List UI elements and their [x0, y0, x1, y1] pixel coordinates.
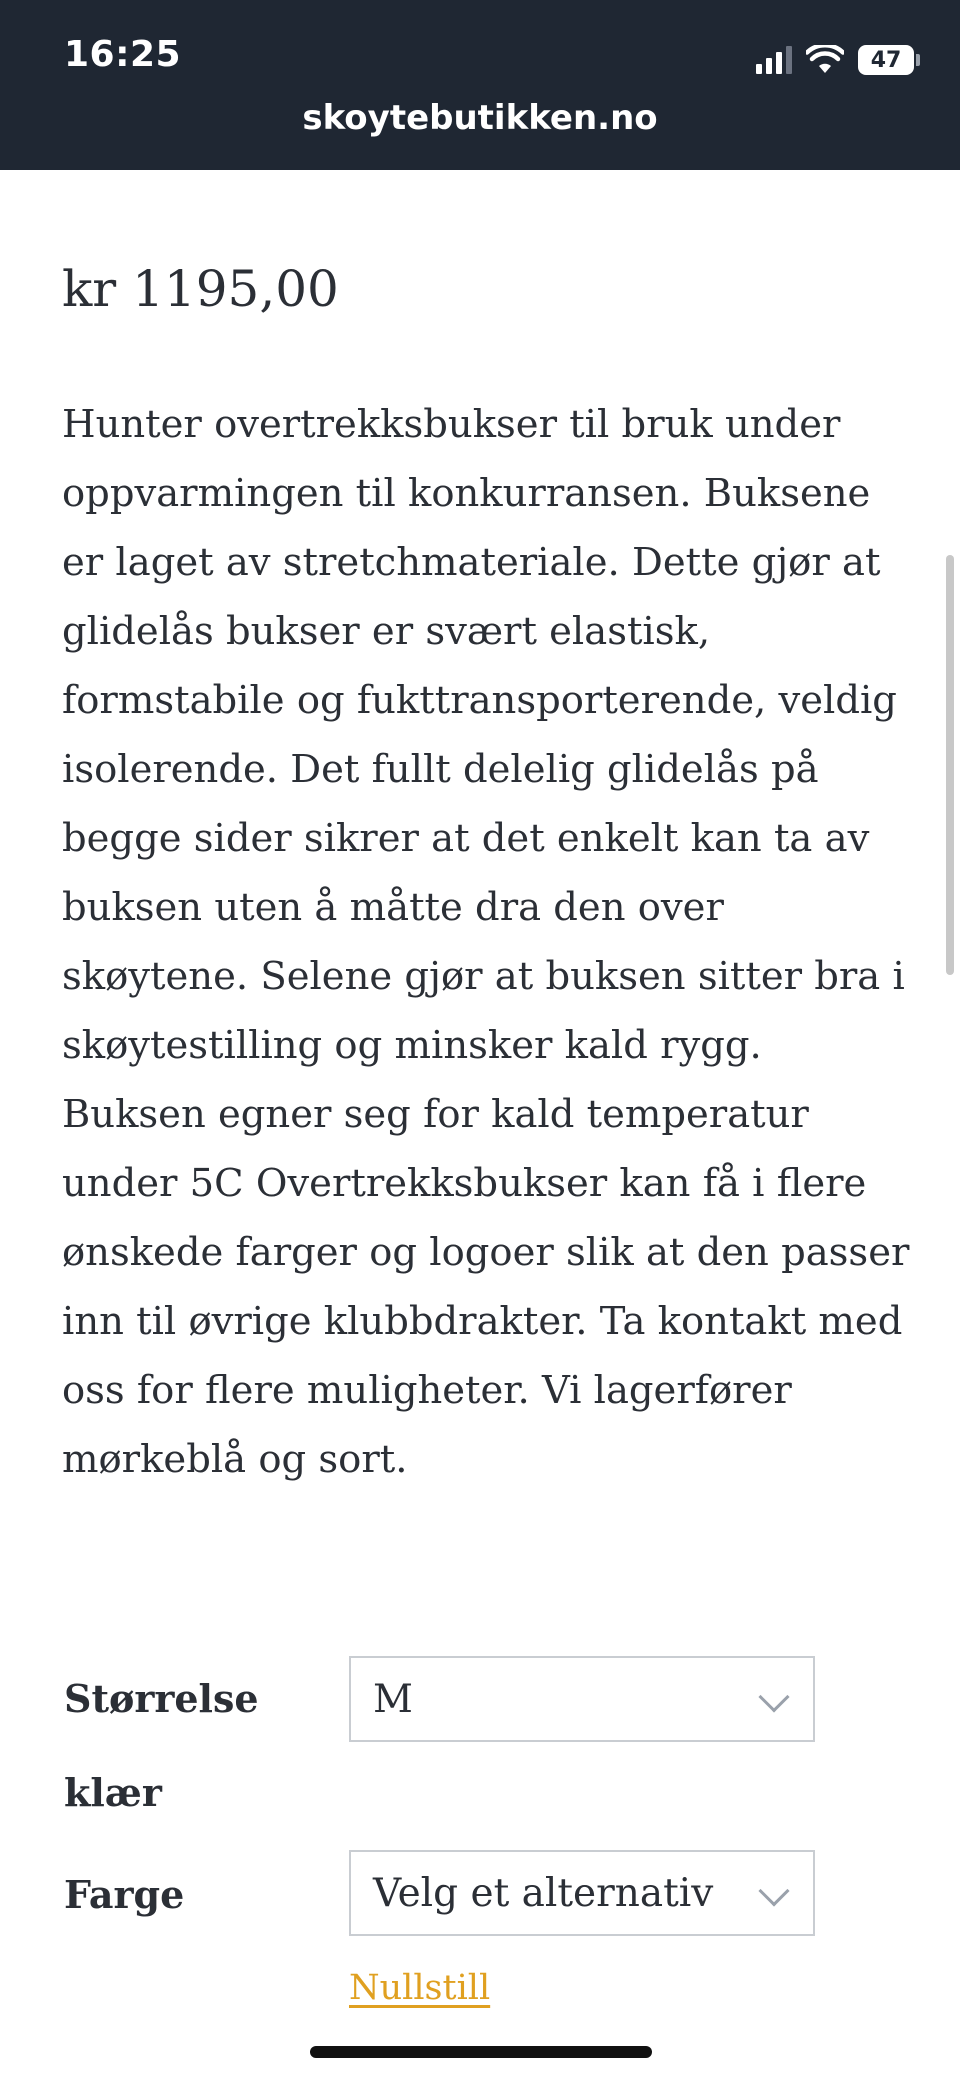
size-select-value: M	[373, 1676, 413, 1722]
size-option-label: Størrelse klær	[64, 1676, 259, 1815]
status-icons	[756, 40, 920, 80]
chevron-down-icon	[758, 1875, 789, 1906]
size-select[interactable]	[349, 1656, 815, 1742]
scrollbar[interactable]	[946, 555, 954, 975]
wifi-icon	[806, 45, 844, 75]
battery-tip	[916, 54, 920, 66]
color-option-label: Farge	[64, 1872, 185, 1917]
address-bar-url[interactable]: skoytebutikken.no	[302, 98, 658, 138]
reset-link[interactable]: Nullstill	[349, 1968, 491, 2008]
chevron-down-icon	[758, 1681, 789, 1712]
color-select[interactable]	[349, 1850, 815, 1936]
battery-level: 47	[870, 47, 902, 73]
cellular-signal-icon	[756, 46, 792, 74]
status-time: 16:25	[64, 34, 182, 75]
color-select-value: Velg et alternativ	[373, 1870, 714, 1916]
status-and-address-bar	[0, 0, 960, 170]
home-indicator[interactable]	[310, 2046, 652, 2058]
product-description: Hunter overtrekksbukser til bruk under oppvarmingen til konkurransen. Buksene er laget av stretchmateriale. Dette gjør at glidelås bukser er svært elastisk, formstabile og fukttransporterende, veldig isolerende. Det fullt delelig glidelås på begge sider sikrer at det enkelt kan ta av buksen uten å måtte dra den over skøytene. Selene gjør at buksen sitter bra i skøytestilling og minsker kald rygg. Buksen egner seg for kald temperatur under 5C Overtrekksbukser kan få i flere ønskede farger og logoer slik at den passer inn til øvrige klubbdrakter. Ta kontakt med oss for flere muligheter. Vi lagerfører mørkeblå og sort.	[62, 402, 910, 1482]
battery-icon	[858, 45, 914, 75]
product-price: kr 1195,00	[62, 260, 339, 318]
